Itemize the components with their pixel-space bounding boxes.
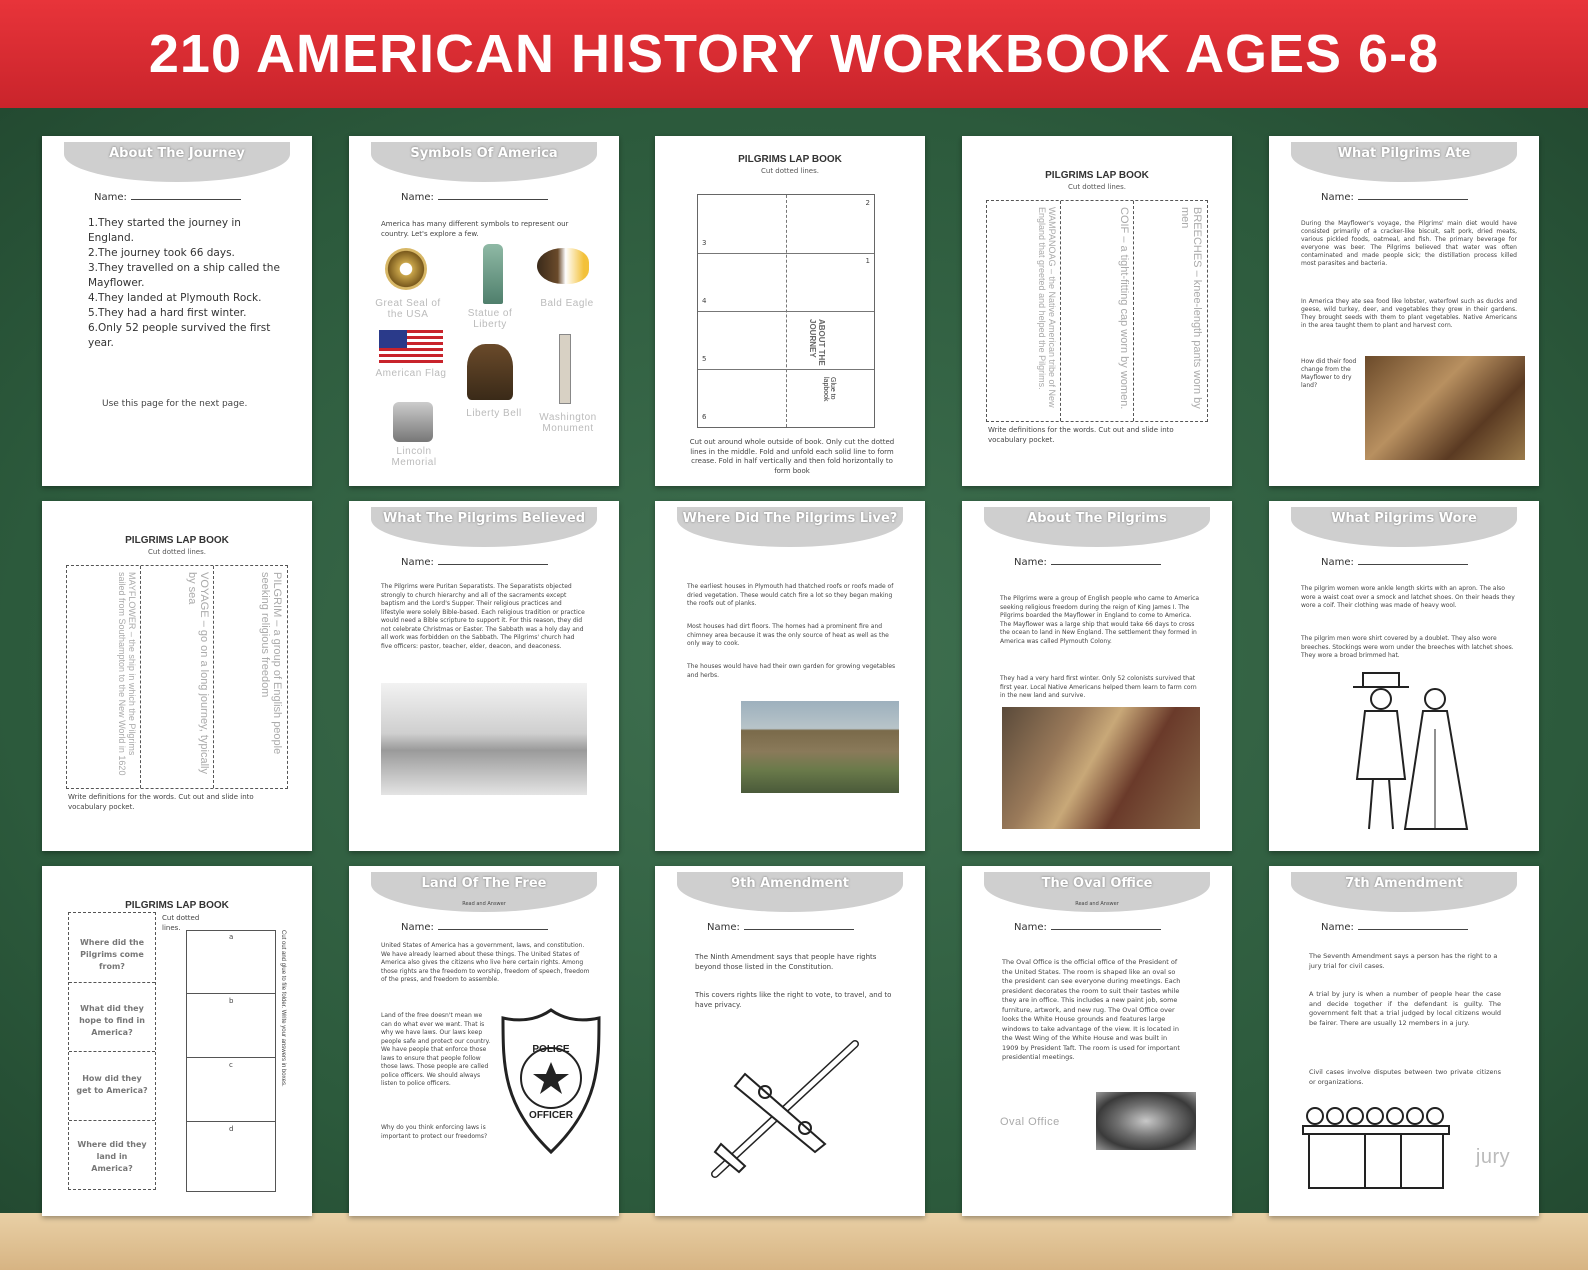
body-text: The Pilgrims were a group of English people who came to America seeking religious freedom during the reign of King James I. The Pilgrims boarded the Mayflower in England to come to America. The Mayflower was a large ship that would take 66 days to cross the ocean to land in New England. The settlement they formed in America was called Plymouth Colony. [1000, 595, 1200, 645]
page-title: About The Journey [109, 146, 245, 161]
page-header [677, 507, 903, 547]
name-label: Name: [401, 557, 548, 568]
name-label: Name: [1321, 557, 1468, 568]
question-text: Where did the Pilgrims come from? [79, 938, 145, 971]
page-header [1291, 142, 1517, 182]
intro-text: America has many different symbols to represent our country. Let's explore a few. [381, 220, 569, 238]
worksheet-oval-office [962, 866, 1232, 1216]
body-text: The Oval Office is the official office of the President of the United States. The room is shaped like an oval so the president can see everyone during meetings. Each president decorates the room to suit their tastes while they are in office. This includes a new paint job, some furniture, artwork, and new rug. The Oval Office over looks the White House grounds and features large windows to take advantage of the view. It is located in the West Wing of the White House and was built in 1909 by President Taft. The room is used for important presidential meetings. [1002, 958, 1181, 1061]
symbol-caption: Liberty Bell [466, 408, 522, 419]
page-title: Where Did The Pilgrims Live? [682, 511, 898, 526]
list-item: 1.They started the journey in England. [88, 217, 241, 244]
worksheet-7th-amendment [1269, 866, 1539, 1216]
side-instructions: Cut out and glue to file folder. Write your answers in boxes. [280, 930, 286, 1087]
great-seal-icon [385, 248, 427, 290]
body-text: In America they ate sea food like lobster, waterfowl such as ducks and geese, wild turkey, deer, and vegetables they grew in their gardens. They brought seeds with them to plant vegetables. Native Americans in the area taught them to plant and harvest corn. [1301, 298, 1517, 329]
page-subtitle: Cut dotted lines. [148, 548, 206, 556]
vocab-cards [986, 200, 1208, 422]
answer-boxes [186, 930, 276, 1192]
title-banner [0, 0, 1588, 108]
oval-office-image [1096, 1092, 1196, 1150]
list-item: 5.They had a hard first winter. [88, 307, 247, 319]
worksheet-what-pilgrims-ate [1269, 136, 1539, 486]
page-header [371, 142, 597, 182]
body-text: The Ninth Amendment says that people have rights beyond those listed in the Constitution. [695, 953, 877, 971]
body-text: The Pilgrims were Puritan Separatists. The Separatists objected strongly to church hierarchy and all of the sacraments except baptism and the Lord's Supper. Their religious practices and lifestyle were solely Bible-based. Each religious tradition or practice would need a Bible scripture to support it. For this reason, they did not celebrate Christmas or Easter. The Sabbath was a holy day and all work was forbidden on the Sabbath. The Pilgrims' church had five officers: pastor, teacher, elder, deacon, and deaconess. [381, 583, 585, 650]
washington-monument-icon [559, 334, 571, 404]
answer-letter: b [229, 997, 234, 1005]
page-title: What Pilgrims Ate [1337, 146, 1471, 161]
question-flaps [68, 912, 156, 1190]
symbol-caption: Statue of Liberty [467, 308, 513, 330]
name-label: Name: [707, 922, 854, 933]
page-title: What Pilgrims Wore [1331, 511, 1477, 526]
worksheet-9th-amendment [655, 866, 925, 1216]
body-text: During the Mayflower's voyage, the Pilgrims' main diet would have consisted primarily of a cracker-like biscuit, salt pork, dried meats, various pickled foods, oatmeal, and fish. The primary beverage for everyone was beer. The Pilgrims believed that water was often contaminated and made people sick; the distillation process killed most parasites and bacteria. [1301, 220, 1517, 267]
panel-number: 1 [865, 257, 870, 265]
panel-number: 3 [702, 239, 707, 247]
page-title: PILGRIMS LAP BOOK [1045, 170, 1149, 181]
vocab-term: WAMPANOAG – the Native American tribe of New England that greeted and helped the Pilgrims. [1037, 207, 1057, 408]
pilgrim-couple-coloring-icon [1343, 669, 1473, 839]
vocab-cards [66, 565, 288, 789]
symbol-caption: Great Seal of the USA [375, 298, 441, 320]
name-label: Name: [1014, 922, 1161, 933]
page-title: What The Pilgrims Believed [382, 511, 586, 526]
page-header [984, 507, 1210, 547]
airplane-coloring-icon [705, 1034, 865, 1184]
page-title: PILGRIMS LAP BOOK [738, 154, 842, 165]
body-text: The houses would have had their own garden for growing vegetables and herbs. [687, 663, 896, 679]
page-header [1291, 872, 1517, 912]
worksheet-lapbook-vocab-2 [42, 501, 312, 851]
first-thanksgiving-image [1002, 707, 1200, 829]
worksheet-about-the-journey [42, 136, 312, 486]
body-text: Most houses had dirt floors. The homes had a prominent fire and chimney area because it was the only source of heat as well as the only way to cook. [687, 623, 889, 647]
body-text: The pilgrim men wore shirt covered by a doublet. They also wore breeches. Stockings were worn under the breeches with latchet shoes. They wore a broad brimmed hat. [1301, 635, 1514, 659]
vocab-term: MAYFLOWER – the ship in which the Pilgrims sailed from Southampton to the New World in 1620 [117, 572, 137, 776]
page-subtitle: Cut dotted lines. [1068, 183, 1126, 191]
page-title: The Oval Office [1041, 876, 1153, 891]
answer-letter: d [229, 1125, 234, 1133]
body-text: The pilgrim women wore ankle length skirts with an apron. The also wore a waist coat over a smock and latchet shoes. On their heads they wore a coif. Their clothing was made of heavy wool. [1301, 585, 1515, 609]
worksheet-land-of-the-free [349, 866, 619, 1216]
lincoln-memorial-icon [393, 402, 433, 442]
glue-label: Glue to lapbook [822, 377, 836, 402]
name-label: Name: [401, 192, 548, 203]
body-text: United States of America has a government, laws, and constitution. We have already learned about these things. The United States of America also gives the citizens who live here certain rights. Among those rights are the freedom to worship, freedom of speech, freedom of the press, and freedom to assemble. [381, 942, 590, 983]
question-text: How did they get to America? [76, 1074, 148, 1095]
list-item: 6.Only 52 people survived the first year. [88, 322, 271, 349]
vocab-term: BREECHES – knee-length pants worn by men [1179, 207, 1203, 409]
name-label: Name: [94, 192, 241, 203]
question-text: Why do you think enforcing laws is important to protect our freedoms? [381, 1124, 488, 1140]
page-header [371, 507, 597, 547]
body-text: The earliest houses in Plymouth had thatched roofs or roofs made of dried vegetation. These would catch fire a lot so they began making the roofs out of planks. [687, 583, 894, 607]
banner-title: 210 AMERICAN HISTORY WORKBOOK AGES 6-8 [148, 24, 1440, 84]
panel-number: 6 [702, 413, 707, 421]
name-label: Name: [1321, 922, 1468, 933]
worksheet-what-pilgrims-believed [349, 501, 619, 851]
body-text: The Seventh Amendment says a person has the right to a jury trial for civil cases. [1309, 952, 1498, 970]
worksheet-about-the-pilgrims [962, 501, 1232, 851]
page-subtitle: Cut dotted lines. [761, 167, 819, 175]
page-title: Symbols Of America [410, 146, 558, 161]
worksheet-where-pilgrims-lived [655, 501, 925, 851]
worksheet-lapbook-journey [655, 136, 925, 486]
pilgrim-house-image [741, 701, 899, 793]
foldable-grid [697, 194, 875, 428]
name-label: Name: [1321, 192, 1468, 203]
question-text: How did their food change from the Mayflower to dry land? [1301, 358, 1357, 389]
american-flag-icon [379, 330, 443, 366]
police-badge-icon [495, 1006, 607, 1156]
tracing-word: jury [1475, 1146, 1511, 1168]
panel-title: ABOUT THE JOURNEY [808, 319, 826, 366]
worksheet-lapbook-vocab-1 [962, 136, 1232, 486]
list-item: 2.The journey took 66 days. [88, 247, 235, 259]
page-footer: Use this page for the next page. [102, 399, 248, 409]
list-item: 3.They travelled on a ship called the Mayflower. [88, 262, 280, 289]
list-item: 4.They landed at Plymouth Rock. [88, 292, 262, 304]
vocab-term: COIF – a tight-fitting cap worn by women. [1118, 207, 1130, 410]
badge-bottom-text: OFFICER [529, 1110, 573, 1121]
pilgrims-feast-image [1365, 356, 1525, 460]
badge-top-text: POLICE [532, 1044, 570, 1055]
symbol-caption: Bald Eagle [540, 298, 594, 309]
page-header [677, 872, 903, 912]
jury-box-coloring-icon [1301, 1102, 1451, 1192]
body-text: This covers rights like the right to vote, to travel, and to have privacy. [695, 991, 892, 1009]
page-title: PILGRIMS LAP BOOK [125, 535, 229, 546]
page-footer: Write definitions for the words. Cut out and slide into vocabulary pocket. [68, 793, 254, 811]
symbol-caption: American Flag [375, 368, 447, 379]
page-header [1291, 507, 1517, 547]
page-header [64, 142, 290, 182]
symbol-caption: Lincoln Memorial [391, 446, 437, 468]
page-footer: Write definitions for the words. Cut out and slide into vocabulary pocket. [988, 426, 1174, 444]
panel-number: 5 [702, 355, 707, 363]
symbol-caption: Washington Monument [539, 412, 597, 434]
body-text: They had a very hard first winter. Only 52 colonists survived that first year. Local Native Americans helped them learn to farm corn in the new land and survive. [1000, 675, 1197, 699]
panel-number: 2 [865, 199, 870, 207]
vocab-term: VOYAGE – go on a long journey, typically by sea [186, 572, 210, 774]
worksheet-lapbook-questions [42, 866, 312, 1216]
page-subtitle: Cut dotted lines. [162, 914, 200, 932]
statue-of-liberty-icon [483, 244, 503, 304]
vocab-term: PILGRIM – a group of English people seeking religious freedom [259, 572, 283, 755]
body-text: A trial by jury is when a number of people hear the case and decide together if the defendant is guilty. The government felt that a trial judged by local citizens would be fairer. There are usually 12 members in a jury. [1309, 990, 1501, 1027]
name-label: Name: [1014, 557, 1161, 568]
worksheet-symbols-of-america [349, 136, 619, 486]
page-footer: Cut out around whole outside of book. Only cut the dotted lines in the middle. Fold and unfold each solid line to form crease. Fold in half vertically and then fold horizontally to form book [689, 438, 895, 475]
name-label: Name: [401, 922, 548, 933]
worksheet-what-pilgrims-wore [1269, 501, 1539, 851]
journey-list [88, 216, 288, 351]
bald-eagle-icon [537, 248, 589, 284]
page-title: 9th Amendment [731, 876, 849, 891]
tracing-word: Oval Office [1000, 1116, 1060, 1128]
question-text: Where did they land in America? [77, 1140, 147, 1173]
answer-letter: c [229, 1061, 233, 1069]
page-title: 7th Amendment [1345, 876, 1463, 891]
question-text: What did they hope to find in America? [79, 1004, 145, 1037]
page-subtitle: Read and Answer [462, 901, 506, 907]
body-text: Land of the free doesn't mean we can do what ever we want. That is why we have laws. Our laws keep people safe and protect our country. We have people that enforce those laws to ensure that people follow those laws. Those people are called police officers. We should always listen to police officers. [381, 1012, 491, 1087]
body-text: Civil cases involve disputes between two private citizens or organizations. [1309, 1068, 1501, 1086]
pilgrims-walking-image [381, 683, 587, 795]
answer-letter: a [229, 933, 234, 941]
panel-number: 4 [702, 297, 707, 305]
wood-ledge [0, 1213, 1588, 1270]
page-title: Land Of The Free [421, 876, 547, 891]
page-title: About The Pilgrims [1027, 511, 1167, 526]
page-title: PILGRIMS LAP BOOK [125, 900, 229, 911]
page-subtitle: Read and Answer [1075, 901, 1119, 907]
liberty-bell-icon [467, 344, 513, 400]
